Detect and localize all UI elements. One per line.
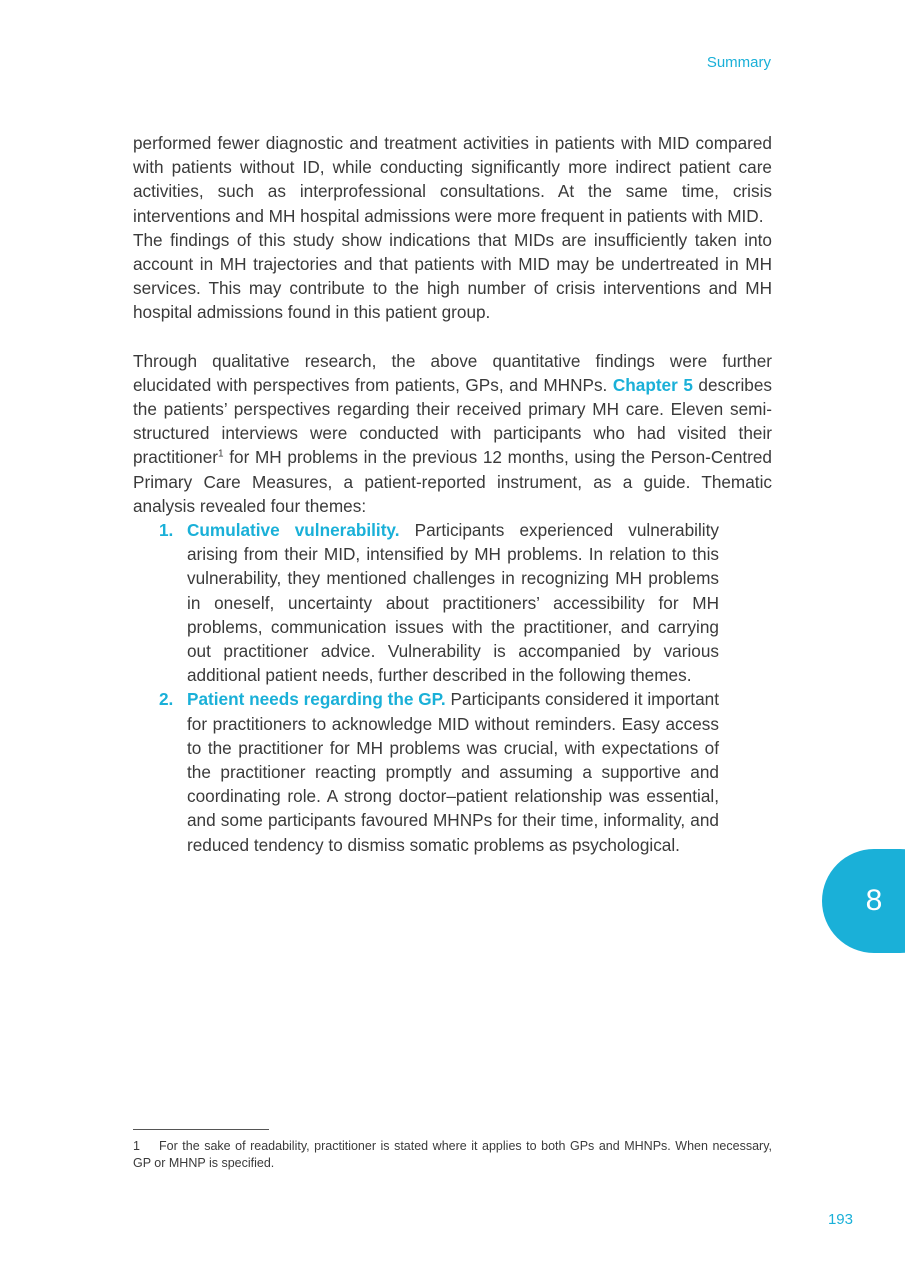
paragraph-text: for MH problems in the previous 12 months, using the Person-Centred Primary Care Measures, a patient-reported instrument, as a guide. Thematic analysis revealed four themes:: [133, 447, 772, 516]
list-number: 2.: [159, 689, 174, 710]
themes-list: [133, 518, 719, 857]
theme-title: Patient needs regarding the GP.: [187, 689, 446, 710]
theme-text: Participants experienced vulnerability arising from their MID, intensified by MH problems. In relation to this vulnerability, they mentioned challenges in recognizing MH problems in oneself, uncertainty about practitioners’ accessibility for MH problems, communication issues with the practitioner, and carrying out practitioner advice. Vulnerability is accompanied by various additional patient needs, further described in the following themes.: [187, 520, 719, 686]
footnote-divider: [133, 1129, 269, 1130]
paragraph-text: describes the patients’ perspectives regarding their received primary MH care. Eleven semi-structured interviews were conducted with participants who had visited their practitioner: [133, 374, 772, 468]
paragraph: [133, 349, 772, 518]
footnote: [133, 1138, 772, 1172]
footnote-text: For the sake of readability, practitioner is stated where it applies to both GPs and MHNPs. When necessary, GP or MHNP is specified.: [133, 1139, 772, 1170]
footnote-marker: 1: [218, 448, 224, 460]
paragraph: The findings of this study show indications that MIDs are insufficiently taken into account in MH trajectories and that patients with MID may be undertreated in MH services. This may contribute to the high number of crisis interventions and MH hospital admissions found in this patient group.: [133, 229, 772, 323]
theme-text: Participants considered it important for practitioners to acknowledge MID without reminders. Easy access to the practitioner for MH problems was crucial, with expectations of the practitioner reacting promptly and assuming a supportive and coordinating role. A strong doctor–patient relationship was essential, and some participants favoured MHNPs for their time, informality, and reduced tendency to dismiss somatic problems as psychological.: [187, 689, 719, 855]
footnote-number: 1: [133, 1139, 140, 1153]
paragraph-text: Through qualitative research, the above quantitative findings were further elucidated with perspectives from patients, GPs, and MHNPs.: [133, 350, 772, 395]
paragraph: performed fewer diagnostic and treatment activities in patients with MID compared with patients without ID, while conducting significantly more indirect patient care activities, such as interprofessional consultations. At the same time, crisis interventions and MH hospital admissions were more frequent in patients with MID.: [133, 133, 772, 226]
theme-title: Cumulative vulnerability.: [187, 520, 400, 541]
body-text: [133, 131, 772, 857]
chapter-tab: [822, 849, 905, 953]
list-number: 1.: [159, 520, 174, 541]
chapter-reference: Chapter 5: [612, 374, 693, 395]
list-item: [159, 687, 719, 856]
page-number: 193: [827, 1211, 853, 1228]
list-item: [159, 518, 719, 687]
running-head: Summary: [706, 54, 771, 71]
chapter-number: 8: [865, 884, 883, 917]
